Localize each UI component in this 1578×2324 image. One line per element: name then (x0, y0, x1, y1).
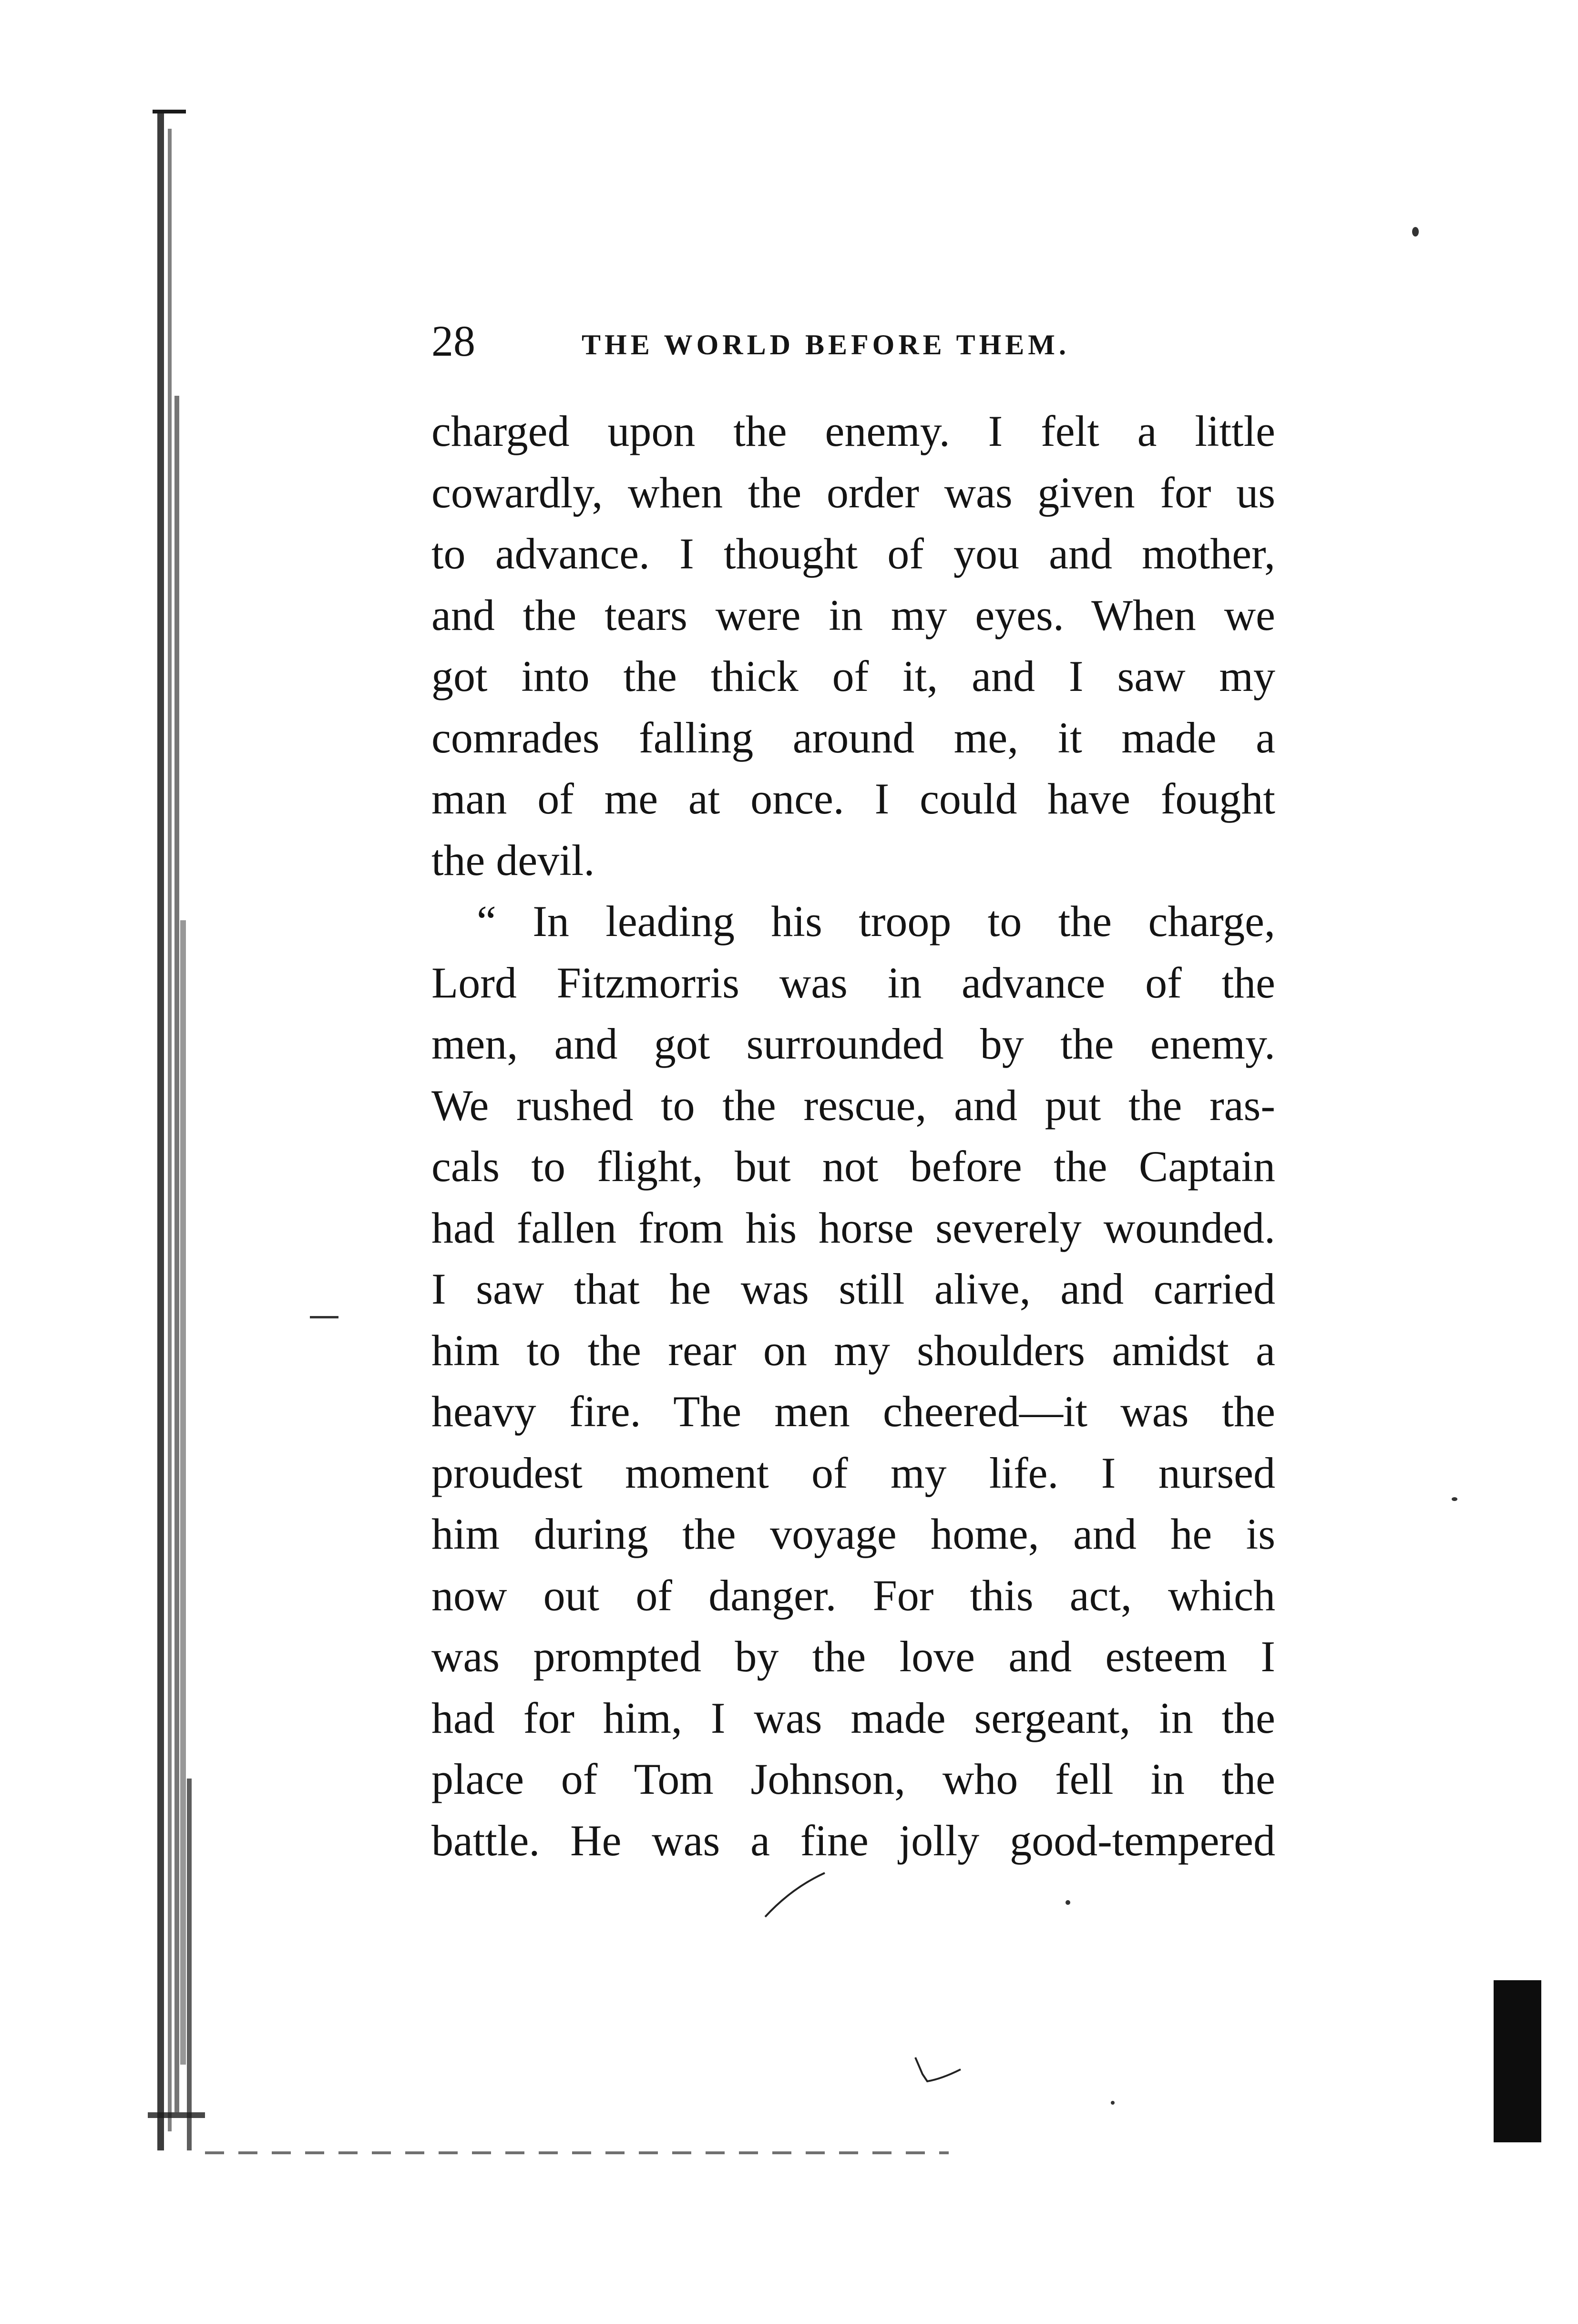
page-number: 28 (431, 317, 475, 365)
text-line: man of me at once. I could have fought (431, 774, 1275, 823)
running-head (431, 315, 1118, 367)
text-line: heavy fire. The men cheered—it was the (431, 1387, 1275, 1436)
text-line: “ In leading his troop to the charge, (477, 897, 1275, 946)
text-line: him to the rear on my shoulders amidst a (431, 1326, 1275, 1375)
text-line: and the tears were in my eyes. When we (431, 590, 1275, 639)
text-line: him during the voyage home, and he is (431, 1510, 1275, 1558)
text-line: proudest moment of my life. I nursed (431, 1448, 1275, 1497)
text-line: to advance. I thought of you and mother, (431, 529, 1275, 578)
scan-speck (1066, 1900, 1070, 1905)
text-line: I saw that he was still alive, and carried (431, 1265, 1275, 1313)
text-line: comrades falling around me, it made a (431, 713, 1275, 762)
text-line: place of Tom Johnson, who fell in the (431, 1755, 1275, 1803)
text-line: men, and got surrounded by the enemy. (431, 1019, 1275, 1068)
pen-flourish (913, 2055, 965, 2088)
text-line: charged upon the enemy. I felt a little (431, 407, 1275, 455)
scan-margin-mark (1494, 1980, 1541, 2142)
text-line: now out of danger. For this act, which (431, 1571, 1275, 1620)
text-line: the devil. (431, 835, 595, 884)
text-line: got into the thick of it, and I saw my (431, 652, 1275, 700)
text-line: cals to flight, but not before the Captain (431, 1142, 1275, 1191)
text-line: had for him, I was made sergeant, in the (431, 1693, 1275, 1742)
text-line: We rushed to the rescue, and put the ras- (431, 1080, 1275, 1130)
scan-speck (310, 1316, 338, 1318)
text-line: had fallen from his horse severely wounded. (431, 1203, 1275, 1252)
text-line: battle. He was a fine jolly good-tempered (431, 1816, 1275, 1865)
text-line: Lord Fitzmorris was in advance of the (431, 958, 1275, 1007)
running-title: THE WORLD BEFORE THEM. (582, 329, 1070, 360)
binding-edge (143, 110, 215, 2150)
binding-bottom-edge (205, 2151, 949, 2154)
scan-speck (1412, 227, 1419, 237)
text-line: was prompted by the love and esteem I (431, 1632, 1275, 1681)
scan-speck (1111, 2101, 1115, 2105)
text-line: cowardly, when the order was given for us (431, 468, 1275, 517)
body-text (431, 401, 1275, 1871)
scan-speck (1452, 1497, 1457, 1501)
pen-flourish (763, 1869, 830, 1922)
